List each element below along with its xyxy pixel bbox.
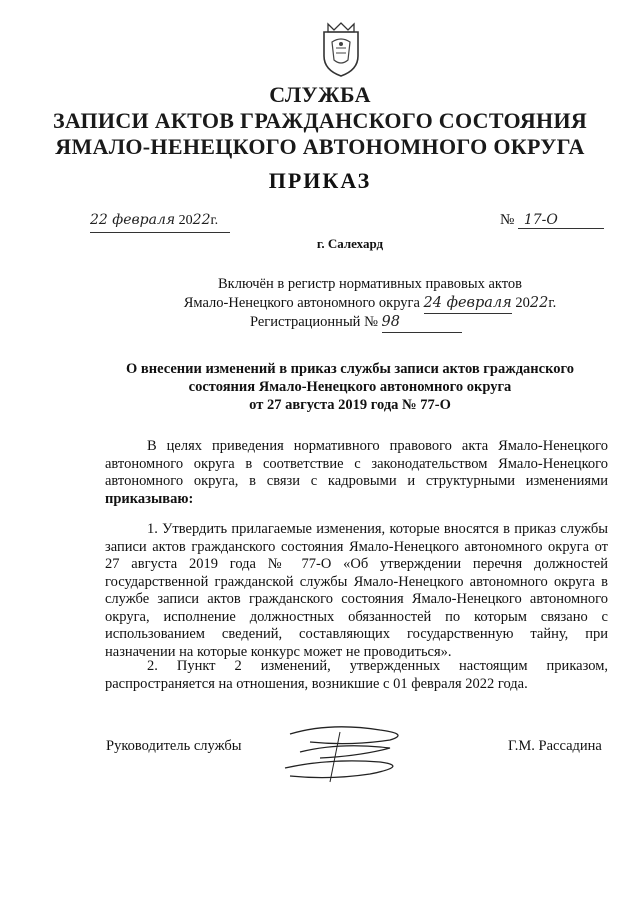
org-title-line-3: ЯМАЛО-НЕНЕЦКОГО АВТОНОМНОГО ОКРУГА	[55, 134, 585, 159]
registry-line-2	[160, 294, 580, 314]
city: г. Салехард	[316, 236, 384, 251]
item-2-paragraph: 2. Пункт 2 изменений, утвержденных настоящим приказом, распространяется на отношения, возникшие с 01 февраля 2022 года.	[105, 658, 608, 692]
signatory-name: Г.М. Рассадина	[508, 738, 602, 754]
handwritten-signature	[270, 712, 430, 792]
item-1-paragraph: 1. Утвердить прилагаемые изменения, которые вносятся в приказ службы записи актов гражданского состояния Ямало-Ненецкого автономного округа от 27 августа 2019 года № 77-О «Об утверждении перечня должностей государственной гражданской службы Ямало-Ненецкого автономного округа в службе записи актов гражданского состояния Ямало-Ненецкого автономного округа, исполнение должностных обязанностей по которым связано с использованием сведений, составляющих государственную тайну, при назначении на которые конкурс может не проводиться».	[105, 521, 608, 660]
order-title	[120, 360, 580, 414]
handwritten-year: 22	[192, 212, 211, 228]
number-label: №	[500, 212, 515, 228]
registry-number-label: Регистрационный №	[250, 314, 378, 330]
order-number	[500, 212, 604, 229]
registry-region: Ямало-Ненецкого автономного округа	[183, 295, 420, 311]
order-date	[90, 212, 230, 233]
title-line-1: О внесении изменений в приказ службы записи актов гражданского	[126, 361, 574, 377]
title-line-2: состояния Ямало-Ненецкого автономного округа	[188, 379, 512, 395]
registry-date: 24 февраля	[424, 294, 512, 314]
preamble-text: В целях приведения нормативного правового акта Ямало-Ненецкого автономного округа в соответствие с законодательством Ямало-Ненецкого автономного округа, в связи с кадровыми и структурными изменениями	[105, 438, 608, 489]
signatory-role: Руководитель службы	[106, 738, 242, 754]
org-title-line-1: СЛУЖБА	[269, 82, 371, 107]
handwritten-number: 17-О	[518, 212, 604, 229]
registry-line-1: Включён в регистр нормативных правовых актов	[218, 276, 522, 292]
year-prefix: 20	[178, 213, 193, 228]
registry-year: 22	[529, 295, 549, 311]
year-suffix: г.	[210, 213, 219, 228]
title-line-3: от 27 августа 2019 года № 77-О	[249, 397, 451, 413]
handwritten-date: 22 февраля	[90, 212, 176, 228]
order-word: приказываю:	[105, 490, 194, 507]
coat-of-arms-emblem	[318, 22, 364, 78]
registry-year-prefix: 20	[515, 295, 530, 311]
registry-number: 98	[382, 313, 462, 333]
registry-line-3	[250, 313, 462, 333]
document-type: ПРИКАЗ	[268, 168, 372, 193]
registry-year-suffix: г.	[548, 295, 557, 311]
org-title-line-2: ЗАПИСИ АКТОВ ГРАЖДАНСКОГО СОСТОЯНИЯ	[52, 108, 588, 133]
preamble-paragraph	[105, 438, 608, 508]
